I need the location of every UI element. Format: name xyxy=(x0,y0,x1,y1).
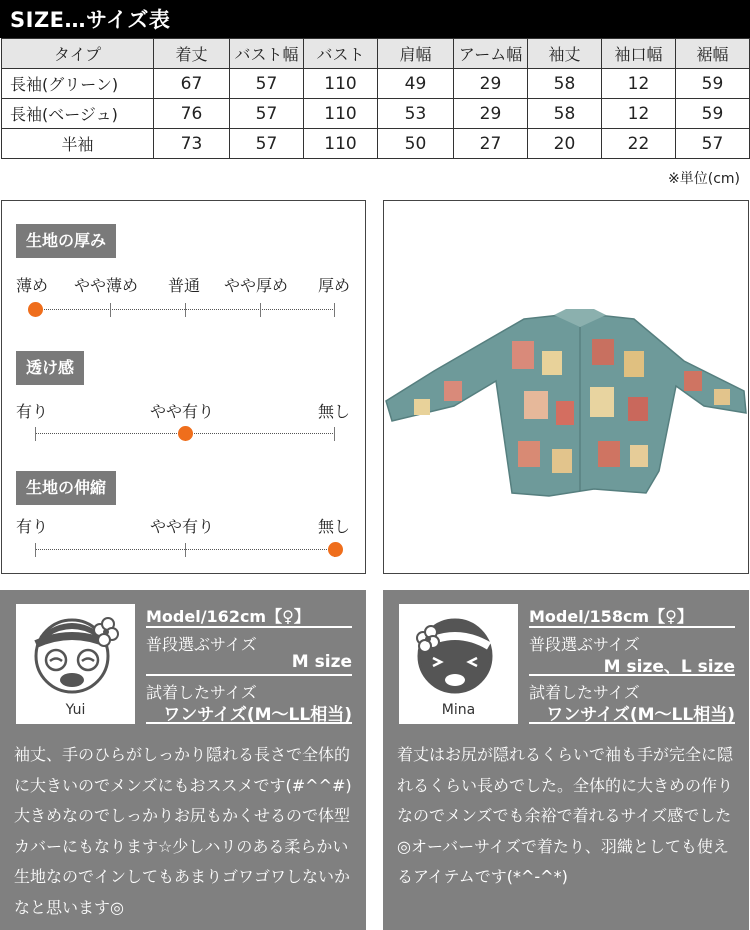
table-cell: 110 xyxy=(304,129,378,159)
level-marker xyxy=(328,542,343,557)
size-title: SIZE…サイズ表 xyxy=(10,8,171,32)
scale-label: やや有り xyxy=(150,517,215,536)
scale-label: やや厚め xyxy=(224,276,289,295)
table-cell: 20 xyxy=(528,129,602,159)
table-cell: 57 xyxy=(230,129,304,159)
table-cell: 22 xyxy=(602,129,676,159)
table-cell: 12 xyxy=(602,99,676,129)
size-header xyxy=(0,0,750,38)
tried-size-label: 試着したサイズ xyxy=(146,683,257,702)
sheerness-scale xyxy=(35,427,335,441)
usual-size: M size、L size xyxy=(603,657,735,677)
avatar xyxy=(16,604,135,724)
table-cell: 29 xyxy=(454,99,528,129)
tried-size: ワンサイズ(M〜LL相当) xyxy=(163,705,352,725)
model-card-yui xyxy=(0,590,366,930)
usual-size-label: 普段選ぶサイズ xyxy=(146,635,257,654)
size-table-header xyxy=(2,39,750,69)
table-cell: 110 xyxy=(304,99,378,129)
model-line: Model/158cm【♀】 xyxy=(529,607,693,626)
sheerness-tag: 透け感 xyxy=(16,351,84,385)
scale-label: 有り xyxy=(16,402,49,421)
table-cell: 76 xyxy=(154,99,230,129)
scale-label: 普通 xyxy=(168,276,201,295)
table-cell: 67 xyxy=(154,69,230,99)
table-cell: 27 xyxy=(454,129,528,159)
model-card-mina xyxy=(383,590,749,930)
stretch-tag: 生地の伸縮 xyxy=(16,471,116,505)
model-name: Mina xyxy=(441,702,476,718)
table-cell: 73 xyxy=(154,129,230,159)
col-header: 袖口幅 xyxy=(602,39,676,69)
model-comment: 着丈はお尻が隠れるくらいで袖も手が完全に隠れるくらい長めでした。全体的に大きめの作りなのでメンズでも余裕で着れるサイズ感でした◎オーバーサイズで着たり、羽織としても使えるアイテムです(*^-^*) xyxy=(397,745,734,886)
table-cell: 29 xyxy=(454,69,528,99)
stretch-scale xyxy=(35,543,335,557)
table-cell: 57 xyxy=(676,129,750,159)
scale-label: 有り xyxy=(16,517,49,536)
table-cell: 110 xyxy=(304,69,378,99)
table-row xyxy=(2,129,750,159)
table-row xyxy=(2,99,750,129)
table-cell: 50 xyxy=(378,129,454,159)
col-header: アーム幅 xyxy=(454,39,528,69)
scale-label: 厚め xyxy=(318,276,351,295)
model-line: Model/162cm【♀】 xyxy=(146,607,310,626)
table-cell: 57 xyxy=(230,69,304,99)
table-cell: 57 xyxy=(230,99,304,129)
col-header: 裾幅 xyxy=(676,39,750,69)
scale-label: やや薄め xyxy=(74,276,139,295)
shirt-image xyxy=(384,201,748,573)
col-header: バスト xyxy=(304,39,378,69)
face-icon xyxy=(399,604,518,704)
model-name: Yui xyxy=(65,702,86,718)
table-cell: 59 xyxy=(676,99,750,129)
tried-size-label: 試着したサイズ xyxy=(529,683,640,702)
scale-label: 無し xyxy=(318,517,351,536)
product-photo xyxy=(383,200,749,574)
model-comment: 袖丈、手のひらがしっかり隠れる長さで全体的に大きいのでメンズにもおススメです(#^^#)大きめなのでしっかりお尻もかくせるので体型カバーにもなります☆少しハリのある柔らかい生地なのでインしてもあまりゴワゴワしないかなと思います◎ xyxy=(14,745,352,917)
scale-label: 薄め xyxy=(16,276,49,295)
unit-note: ※単位(cm) xyxy=(668,171,740,187)
avatar xyxy=(399,604,518,724)
table-cell: 12 xyxy=(602,69,676,99)
row-type: 長袖(グリーン) xyxy=(2,69,154,99)
usual-size-label: 普段選ぶサイズ xyxy=(529,635,640,654)
row-type: 長袖(ベージュ) xyxy=(2,99,154,129)
table-cell: 58 xyxy=(528,69,602,99)
face-icon xyxy=(16,604,135,704)
level-marker xyxy=(28,302,43,317)
col-header: 袖丈 xyxy=(528,39,602,69)
level-marker xyxy=(178,426,193,441)
scale-label: 無し xyxy=(318,402,351,421)
table-cell: 58 xyxy=(528,99,602,129)
size-table xyxy=(1,38,750,159)
table-cell: 59 xyxy=(676,69,750,99)
table-row xyxy=(2,69,750,99)
col-header: 着丈 xyxy=(154,39,230,69)
usual-size: M size xyxy=(291,652,352,672)
table-cell: 53 xyxy=(378,99,454,129)
tried-size: ワンサイズ(M〜LL相当) xyxy=(546,705,735,725)
col-header: バスト幅 xyxy=(230,39,304,69)
fabric-panel xyxy=(1,200,366,574)
row-type: 半袖 xyxy=(2,129,154,159)
table-cell: 49 xyxy=(378,69,454,99)
scale-label: やや有り xyxy=(150,402,215,421)
thickness-scale xyxy=(35,303,335,317)
thickness-tag: 生地の厚み xyxy=(16,224,116,258)
col-header: タイプ xyxy=(2,39,154,69)
col-header: 肩幅 xyxy=(378,39,454,69)
